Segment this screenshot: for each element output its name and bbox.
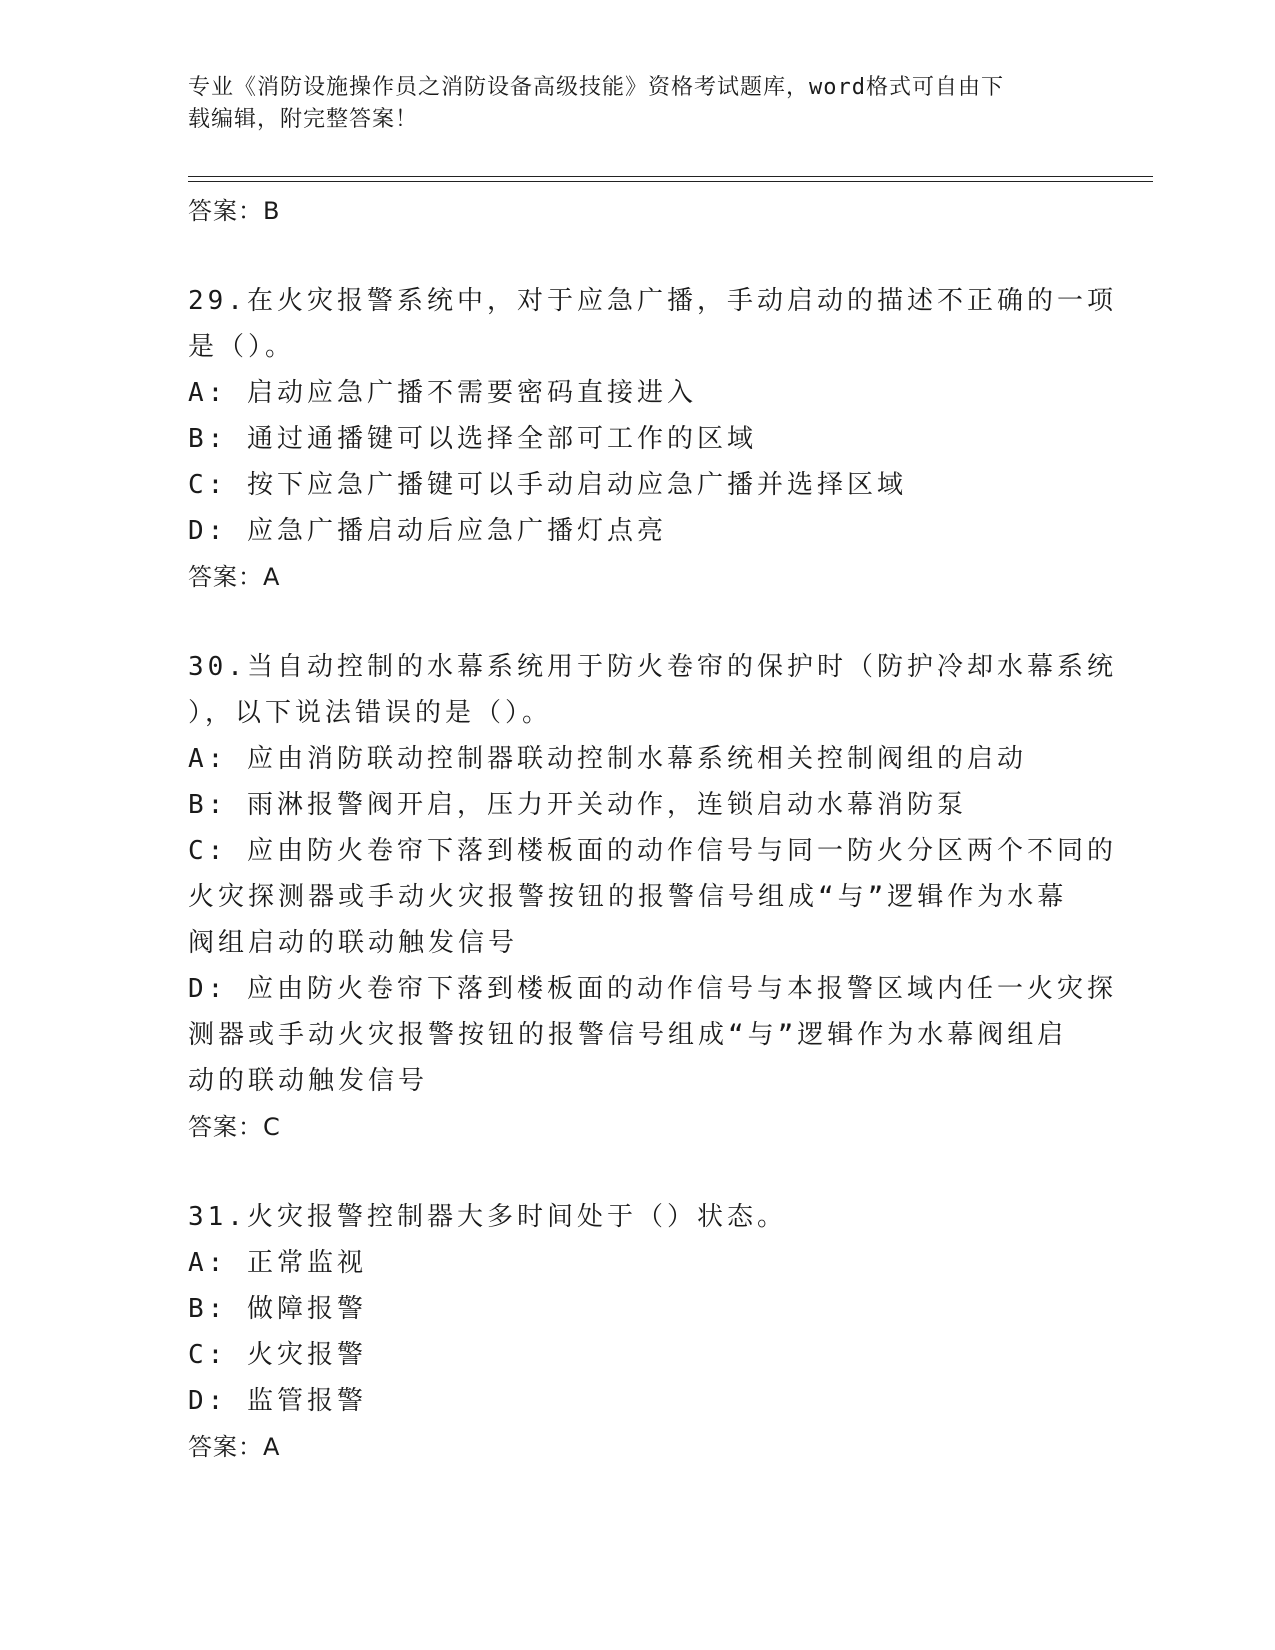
question-stem-line: ），以下说法错误的是（）。 [188,698,553,728]
question-31 [188,1194,1088,1470]
option-b: B: 做障报警 [188,1294,367,1324]
previous-answer: 答案：B [188,197,281,225]
option-d: D: 监管报警 [188,1386,367,1416]
answer-line: 答案：A [188,563,281,591]
option-d-continued: 动的联动触发信号 [188,1066,429,1096]
question-stem-line: 29.在火灾报警系统中，对于应急广播，手动启动的描述不正确的一项 [188,286,1117,316]
header-divider-bottom [188,181,1153,182]
option-c: C: 按下应急广播键可以手动启动应急广播并选择区域 [188,470,907,500]
header-text-line-2: 载编辑，附完整答案！ [188,107,419,132]
option-a: A: 应由消防联动控制器联动控制水幕系统相关控制阀组的启动 [188,744,1027,774]
option-a: A: 启动应急广播不需要密码直接进入 [188,378,697,408]
option-d-continued: 测器或手动火灾报警按钮的报警信号组成“与”逻辑作为水幕阀组启 [188,1020,1068,1050]
question-stem-line: 30.当自动控制的水幕系统用于防火卷帘的保护时（防护冷却水幕系统 [188,652,1117,682]
header-text-line-1: 专业《消防设施操作员之消防设备高级技能》资格考试题库，word格式可自由下 [188,75,1004,100]
answer-line: 答案：C [188,1113,281,1141]
option-d: D: 应急广播启动后应急广播灯点亮 [188,516,667,546]
answer-line: 答案：A [188,1433,281,1461]
option-c-continued: 火灾探测器或手动火灾报警按钮的报警信号组成“与”逻辑作为水幕 [188,882,1068,912]
document-header [188,72,1088,136]
option-b: B: 通过通播键可以选择全部可工作的区域 [188,424,757,454]
option-c: C: 应由防火卷帘下落到楼板面的动作信号与同一防火分区两个不同的 [188,836,1117,866]
question-list [188,188,1117,1470]
option-d: D: 应由防火卷帘下落到楼板面的动作信号与本报警区域内任一火灾探 [188,974,1117,1004]
header-divider-top [188,176,1153,177]
option-a: A: 正常监视 [188,1248,367,1278]
question-30 [188,644,1117,1150]
option-c: C: 火灾报警 [188,1340,367,1370]
option-b: B: 雨淋报警阀开启，压力开关动作，连锁启动水幕消防泵 [188,790,967,820]
option-c-continued: 阀组启动的联动触发信号 [188,928,519,958]
question-29 [188,278,1117,600]
question-stem-line: 是（）。 [188,332,296,362]
question-stem-line: 31.火灾报警控制器大多时间处于（）状态。 [188,1202,787,1232]
